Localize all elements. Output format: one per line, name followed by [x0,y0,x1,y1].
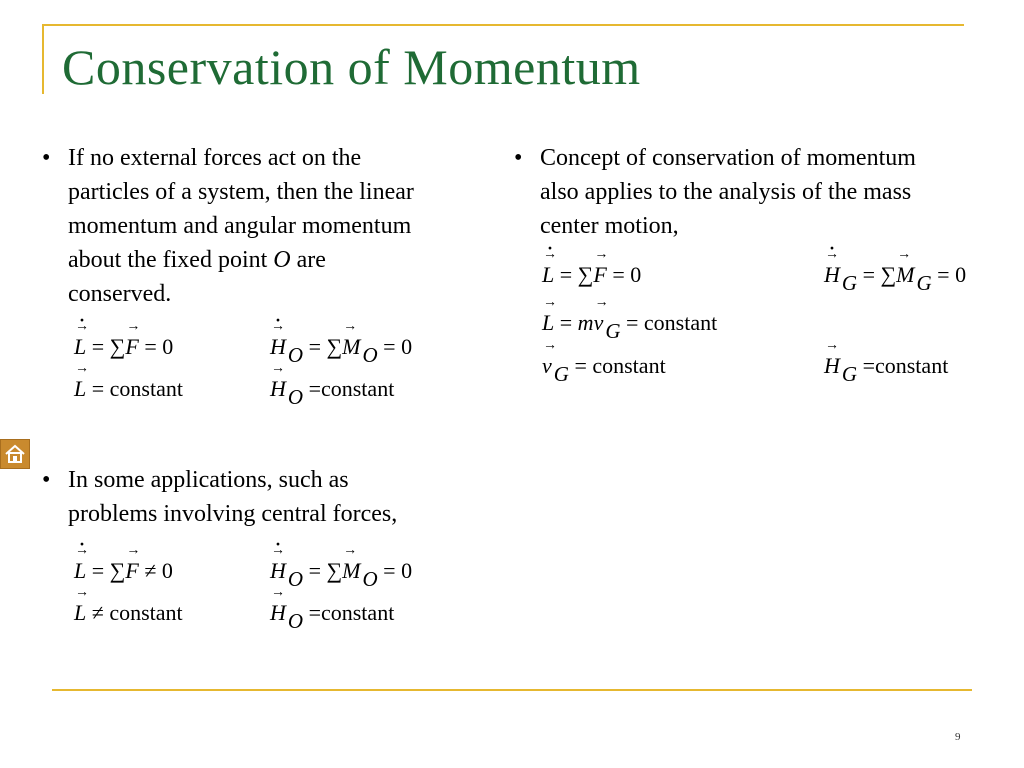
bullet-line: If no external forces act on the [68,145,362,171]
left-bullet-2 [42,463,498,531]
equation-HO-constant: → HO =constant [270,376,394,402]
home-button[interactable] [0,439,30,469]
right-bullet-1 [514,141,1010,243]
equation-L-mvG-constant: → L = m→ vG = constant [542,310,717,336]
page-number: 9 [955,731,961,743]
bullet-line: about the fixed point O are [68,247,326,273]
equation-L-dot-sum-F-nonzero: → L · = ∑→ F ≠ 0 [74,558,173,584]
equation-HO-dot-sum-MO-zero: → H ·O = ∑→ MO = 0 [270,334,412,360]
bullet-line: conserved. [68,281,172,307]
equation-HG-constant: → HG =constant [824,353,948,379]
equation-HO-dot-sum-MO-zero-2: → H ·O = ∑→ MO = 0 [270,558,412,584]
equation-L-dot-sum-F-zero-right: → L · = ∑→ F = 0 [542,262,641,288]
home-icon [4,443,26,465]
bullet-dot: • [514,145,523,171]
bullet-line: also applies to the analysis of the mass [540,179,912,205]
equation-L-not-constant: → L ≠ constant [74,600,183,626]
slide-title: Conservation of Momentum [62,39,641,95]
bullet-line: problems involving central forces, [68,501,398,527]
bullet-line: Concept of conservation of momentum [540,145,916,171]
left-bullet-1 [42,141,498,311]
bullet-dot: • [42,467,51,493]
frame-bottom-rule [52,689,972,691]
bullet-line: particles of a system, then the linear [68,179,414,205]
bullet-line: center motion, [540,213,679,239]
equation-HG-dot-sum-MG-zero: → H ·G = ∑→ MG = 0 [824,262,966,288]
equation-HO-constant-2: → HO =constant [270,600,394,626]
point-O: O [273,247,291,273]
bullet-line: momentum and angular momentum [68,213,412,239]
equation-L-dot-sum-F-zero: → L · = ∑→ F = 0 [74,334,173,360]
bullet-dot: • [42,145,51,171]
frame-top-rule [42,24,964,26]
bullet-line: In some applications, such as [68,467,349,493]
equation-L-constant: → L = constant [74,376,183,402]
frame-left-rule [42,24,44,94]
equation-vG-constant: → vG = constant [542,353,666,379]
